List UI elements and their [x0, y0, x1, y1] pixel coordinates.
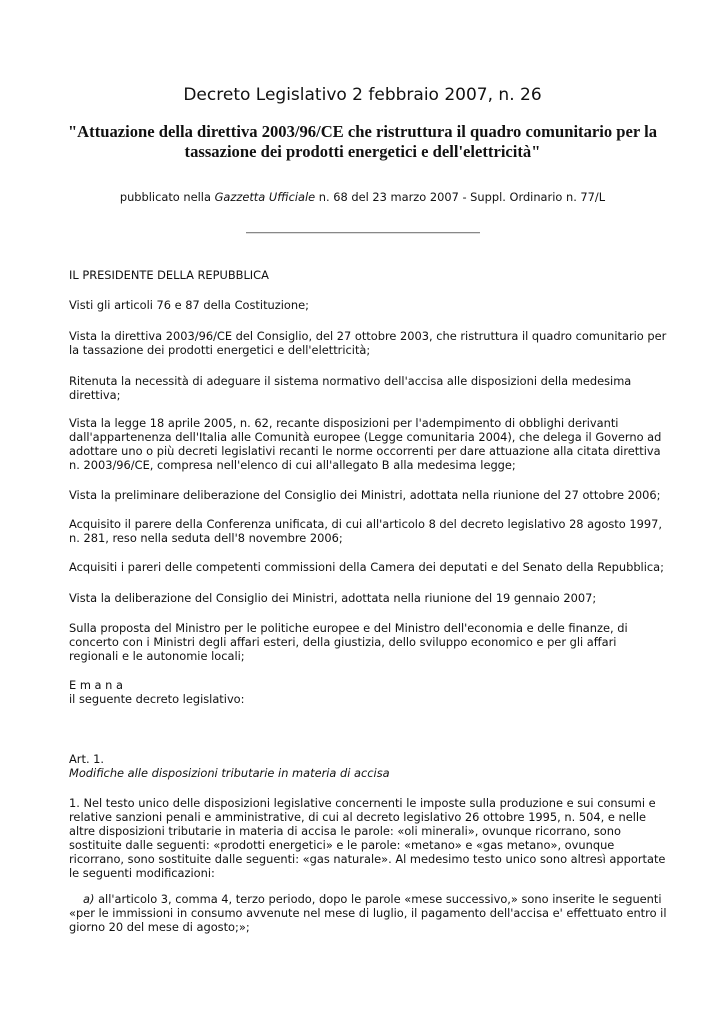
gazette-name: Gazzetta Ufficiale: [214, 190, 316, 204]
publication-line: [0, 190, 725, 204]
article-title: Modifiche alle disposizioni tributarie in materia di accisa: [69, 766, 390, 780]
article-paragraph: 1. Nel testo unico delle disposizioni legislative concernenti le imposte sulla produzione e sui consumi e relative sanzioni penali e amministrative, di cui al decreto legislativo 26 ottobre 1995, n. 504, e nelle altre disposizioni tributarie in materia di accisa le parole: «oli minerali», ovunque ricorrano, sono sostituite dalle seguenti: «prodotti energetici» e le parole: «metano» e «gas metano», ovunque ricorrano, sono sostituite dalle seguenti: «gas naturale». Al medesimo testo unico sono altresì apportate le seguenti modificazioni:: [69, 796, 666, 880]
preamble-paragraph: Vista la deliberazione del Consiglio dei Ministri, adottata nella riunione del 19 gennaio 2007;: [69, 591, 597, 605]
document-subtitle: "Attuazione della direttiva 2003/96/CE che ristruttura il quadro comunitario per la tassazione dei prodotti energetici e dell'elettricità": [67, 122, 658, 161]
preamble-paragraph: Ritenuta la necessità di adeguare il sistema normativo dell'accisa alle disposizioni della medesima direttiva;: [69, 374, 632, 402]
publication-prefix: pubblicato nella: [119, 190, 211, 204]
preamble-paragraph: Acquisito il parere della Conferenza unificata, di cui all'articolo 8 del decreto legislativo 28 agosto 1997, n. 281, reso nella seduta dell'8 novembre 2006;: [69, 517, 662, 545]
horizontal-rule: [246, 232, 480, 234]
preamble-paragraph: Acquisiti i pareri delle competenti commissioni della Camera dei deputati e del Senato della Repubblica;: [69, 560, 664, 574]
preamble-paragraph: Vista la legge 18 aprile 2005, n. 62, recante disposizioni per l'adempimento di obblighi derivanti dall'appartenenza dell'Italia alle Comunità europee (Legge comunitaria 2004), che delega il Governo ad adottare uno o più decreti legislativi recanti le norme occorrenti per dare attuazione alla citata direttiva n. 2003/96/CE, compresa nell'elenco di cui all'allegato B alla medesima legge;: [69, 416, 662, 472]
document-title: Decreto Legislativo 2 febbraio 2007, n. 26: [183, 85, 542, 105]
item-label: a): [83, 892, 95, 906]
preamble-paragraph: Vista la preliminare deliberazione del Consiglio dei Ministri, adottata nella riunione del 27 ottobre 2006;: [69, 488, 661, 502]
article-item-a: [69, 892, 669, 934]
article-number: Art. 1.: [69, 752, 105, 766]
president-heading: IL PRESIDENTE DELLA REPUBBLICA: [69, 268, 269, 282]
preamble-paragraph: Visti gli articoli 76 e 87 della Costituzione;: [69, 298, 309, 312]
preamble-paragraph: Sulla proposta del Ministro per le politiche europee e del Ministro dell'economia e delle finanze, di concerto con i Ministri degli affari esteri, della giustizia, dello sviluppo economico e per gli affari regionali e le autonomie locali;: [69, 621, 628, 663]
emana-subline: il seguente decreto legislativo:: [69, 692, 245, 706]
preamble-paragraph: Vista la direttiva 2003/96/CE del Consiglio, del 27 ottobre 2003, che ristruttura il quadro comunitario per la tassazione dei prodotti energetici e dell'elettricità;: [69, 329, 667, 357]
item-text: all'articolo 3, comma 4, terzo periodo, dopo le parole «mese successivo,» sono inserite le seguenti «per le immissioni in consumo avvenute nel mese di luglio, il pagamento dell'accisa e' effettuato entro il giorno 20 del mese di agosto;»;: [69, 892, 667, 934]
publication-suffix: n. 68 del 23 marzo 2007 - Suppl. Ordinario n. 77/L: [318, 190, 606, 204]
emana-heading: E m a n a: [69, 678, 123, 692]
